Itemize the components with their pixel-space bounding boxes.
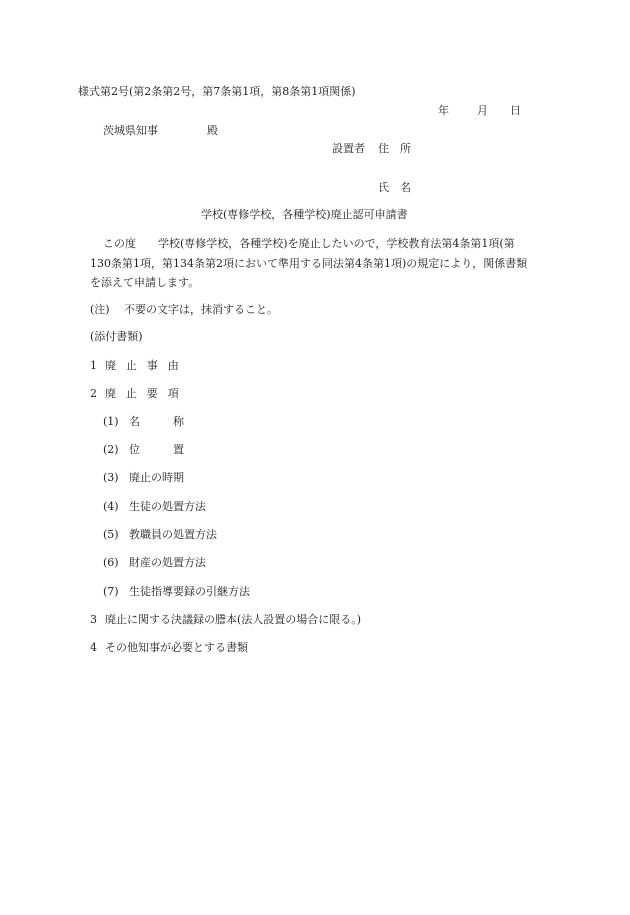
addressee-name: 茨城県知事 — [103, 124, 158, 137]
item-label: 廃止事由 — [105, 359, 189, 372]
date-year-label: 年 — [438, 104, 449, 117]
subitem-label: 位 置 — [129, 443, 184, 456]
applicant-name-label: 氏 名 — [378, 181, 411, 194]
subitem-number: (2) — [103, 443, 119, 456]
form-number: 様式第2号(第2条第2号，第7条第1項，第8条第1項関係) — [78, 85, 356, 98]
body-line-1: この度 学校(専修学校，各種学校)を廃止したいので，学校教育法第4条第1項(第 — [103, 237, 515, 250]
note-label: (注) — [90, 303, 110, 316]
item-number: 1 — [90, 359, 97, 372]
document-title: 学校(専修学校，各種学校)廃止認可申請書 — [201, 208, 408, 221]
item-number: 2 — [90, 387, 97, 400]
item-number: 4 — [90, 641, 97, 654]
applicant-address-label: 住 所 — [378, 142, 411, 155]
subitem-label: 生徒指導要録の引継方法 — [129, 585, 250, 598]
date-day-label: 日 — [510, 104, 521, 117]
body-line-3: を添えて申請します。 — [90, 276, 200, 289]
subitem-label: 財産の処置方法 — [129, 556, 206, 569]
subitem-label: 教職員の処置方法 — [129, 528, 217, 541]
item-number: 3 — [90, 613, 97, 626]
body-line-2: 130条第1項，第134条第2項において準用する同法第4条第1項)の規定により，関係書類 — [90, 257, 528, 270]
subitem-number: (7) — [103, 585, 119, 598]
note-text: 不要の文字は，抹消すること。 — [124, 303, 278, 316]
subitem-number: (6) — [103, 556, 119, 569]
subitem-number: (4) — [103, 500, 119, 513]
item-label: 廃止要項 — [105, 387, 189, 400]
item-label: 廃止に関する決議録の謄本(法人設置の場合に限る。) — [105, 613, 362, 626]
subitem-label: 生徒の処置方法 — [129, 500, 206, 513]
subitem-number: (3) — [103, 471, 119, 484]
applicant-label: 設置者 — [332, 142, 365, 155]
subitem-number: (5) — [103, 528, 119, 541]
subitem-number: (1) — [103, 415, 119, 428]
item-label: その他知事が必要とする書類 — [105, 641, 248, 654]
attachments-heading: (添付書類) — [90, 330, 143, 343]
date-month-label: 月 — [477, 104, 488, 117]
subitem-label: 名 称 — [129, 415, 184, 428]
addressee-honorific: 殿 — [207, 124, 218, 137]
subitem-label: 廃止の時期 — [129, 471, 184, 484]
